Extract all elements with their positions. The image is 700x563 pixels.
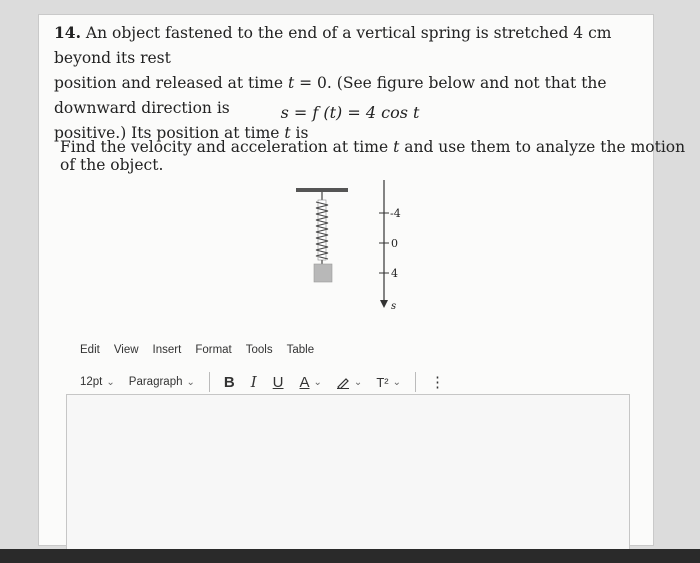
bold-button[interactable]: B <box>223 373 235 391</box>
axis-arrow <box>380 300 388 308</box>
menu-format[interactable]: Format <box>195 344 232 356</box>
chevron-down-icon: ⌄ <box>392 376 401 388</box>
chevron-down-icon: ⌄ <box>313 376 322 388</box>
tick-label-0: 0 <box>391 237 398 250</box>
font-size-select[interactable]: 12pt ⌄ <box>80 376 115 388</box>
highlighter-icon <box>336 375 350 389</box>
underline-button[interactable]: U <box>272 373 284 391</box>
chevron-down-icon: ⌄ <box>106 376 115 388</box>
menu-table[interactable]: Table <box>286 344 315 356</box>
position-formula: s = f (t) = 4 cos t <box>280 103 420 122</box>
chevron-down-icon: ⌄ <box>353 376 363 388</box>
highlight-button[interactable] <box>336 375 362 389</box>
editor-menubar <box>80 344 314 356</box>
block-format-select[interactable]: Paragraph ⌄ <box>128 376 195 388</box>
menu-insert[interactable]: Insert <box>152 344 182 356</box>
tick-label-neg4: -4 <box>390 207 401 220</box>
question-text: 14. An object fastened to the end of a vertical spring is stretched 4 cm beyond its rest position and released at time t = 0. (See figure below and not that the downward direction is positive.) Its position at time t is <box>54 23 612 142</box>
menu-edit[interactable]: Edit <box>80 344 100 356</box>
bottom-strip <box>0 549 700 563</box>
toolbar-divider <box>415 372 416 392</box>
menu-tools[interactable]: Tools <box>245 344 273 356</box>
menu-view[interactable]: View <box>113 344 139 356</box>
spring-figure <box>290 178 430 318</box>
axis-label-s: s <box>391 301 397 312</box>
more-options-icon[interactable]: ⋮ <box>429 374 445 391</box>
chevron-down-icon: ⌄ <box>186 376 195 388</box>
editor-toolbar <box>80 370 445 394</box>
text-color-button[interactable] <box>300 374 322 391</box>
toolbar-divider <box>209 372 210 392</box>
task-text: Find the velocity and acceleration at time t and use them to analyze the motion of the object. <box>60 138 686 174</box>
answer-text-area[interactable] <box>66 394 630 554</box>
text-color-icon: A <box>299 373 310 391</box>
mass-block <box>314 264 332 282</box>
superscript-button[interactable]: T² ⌄ <box>376 374 401 390</box>
ceiling-bar <box>296 188 348 192</box>
tick-label-4: 4 <box>391 267 398 280</box>
italic-button[interactable]: I <box>250 373 257 391</box>
question-number: 14. <box>54 23 81 42</box>
